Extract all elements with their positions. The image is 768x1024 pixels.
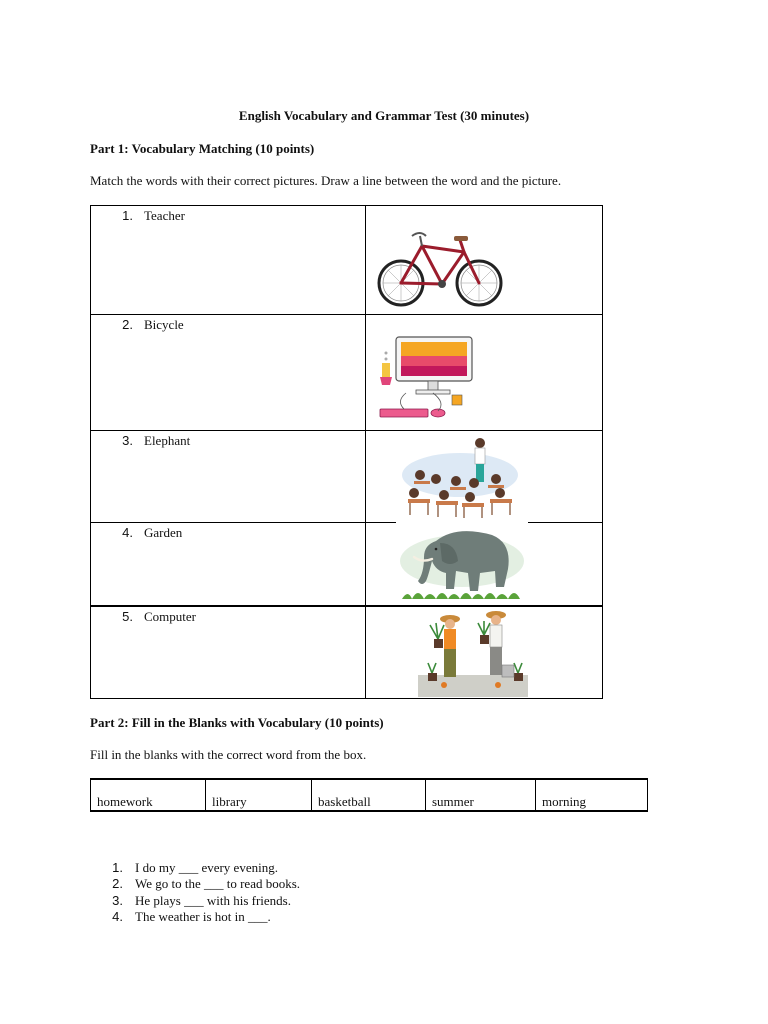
question-text: I do my ___ every evening.	[135, 860, 278, 875]
picture-cell	[366, 206, 603, 315]
word-box-item: summer	[426, 779, 536, 811]
part2-heading: Part 2: Fill in the Blanks with Vocabulary (10 points)	[90, 715, 384, 730]
picture-cell	[366, 606, 603, 699]
matching-table	[90, 205, 603, 699]
word-teacher: Teacher	[144, 208, 185, 223]
list-item: 4. The weather is hot in ___.	[112, 908, 271, 924]
word-cell: 2. Bicycle	[91, 315, 366, 431]
part2-instruction: Fill in the blanks with the correct word from the box.	[90, 747, 367, 762]
list-item: 2. We go to the ___ to read books.	[112, 876, 301, 892]
question-text: We go to the ___ to read books.	[135, 876, 301, 892]
classroom-teacher-picture	[400, 435, 520, 519]
word-cell: 5. Computer	[91, 606, 366, 699]
table-row	[91, 206, 603, 315]
word-cell: 1. Teacher	[91, 206, 366, 315]
table-row	[91, 606, 603, 699]
word-box-item: morning	[536, 779, 648, 811]
question-text: He plays ___ with his friends.	[135, 892, 291, 908]
gardeners-picture	[418, 609, 528, 699]
word-bicycle: Bicycle	[144, 317, 184, 332]
part1-heading: Part 1: Vocabulary Matching (10 points)	[90, 141, 315, 156]
picture-cell	[366, 315, 603, 431]
word-computer: Computer	[144, 608, 196, 624]
word-box-item: library	[206, 779, 312, 811]
picture-cell	[366, 431, 603, 523]
word-box-item: basketball	[312, 779, 426, 811]
table-row	[91, 315, 603, 431]
computer-picture	[376, 333, 482, 427]
picture-cell	[366, 523, 603, 606]
word-garden: Garden	[144, 525, 183, 540]
list-item: 3. He plays ___ with his friends.	[112, 892, 291, 908]
table-row	[91, 431, 603, 523]
part1-instruction: Match the words with their correct pictures. Draw a line between the word and the picture.	[90, 173, 562, 188]
question-text: The weather is hot in ___.	[135, 908, 271, 924]
list-item: 1. I do my ___ every evening.	[112, 860, 278, 875]
elephant-picture	[396, 521, 528, 603]
table-row	[91, 523, 603, 606]
bicycle-picture	[376, 228, 506, 310]
word-box	[90, 778, 648, 812]
word-box-item: homework	[91, 779, 206, 811]
word-cell: 3. Elephant	[91, 431, 366, 523]
fill-in-questions	[90, 860, 300, 925]
word-elephant: Elephant	[144, 433, 191, 448]
page-title: English Vocabulary and Grammar Test (30 minutes)	[238, 108, 530, 123]
word-cell: 4. Garden	[91, 523, 366, 606]
